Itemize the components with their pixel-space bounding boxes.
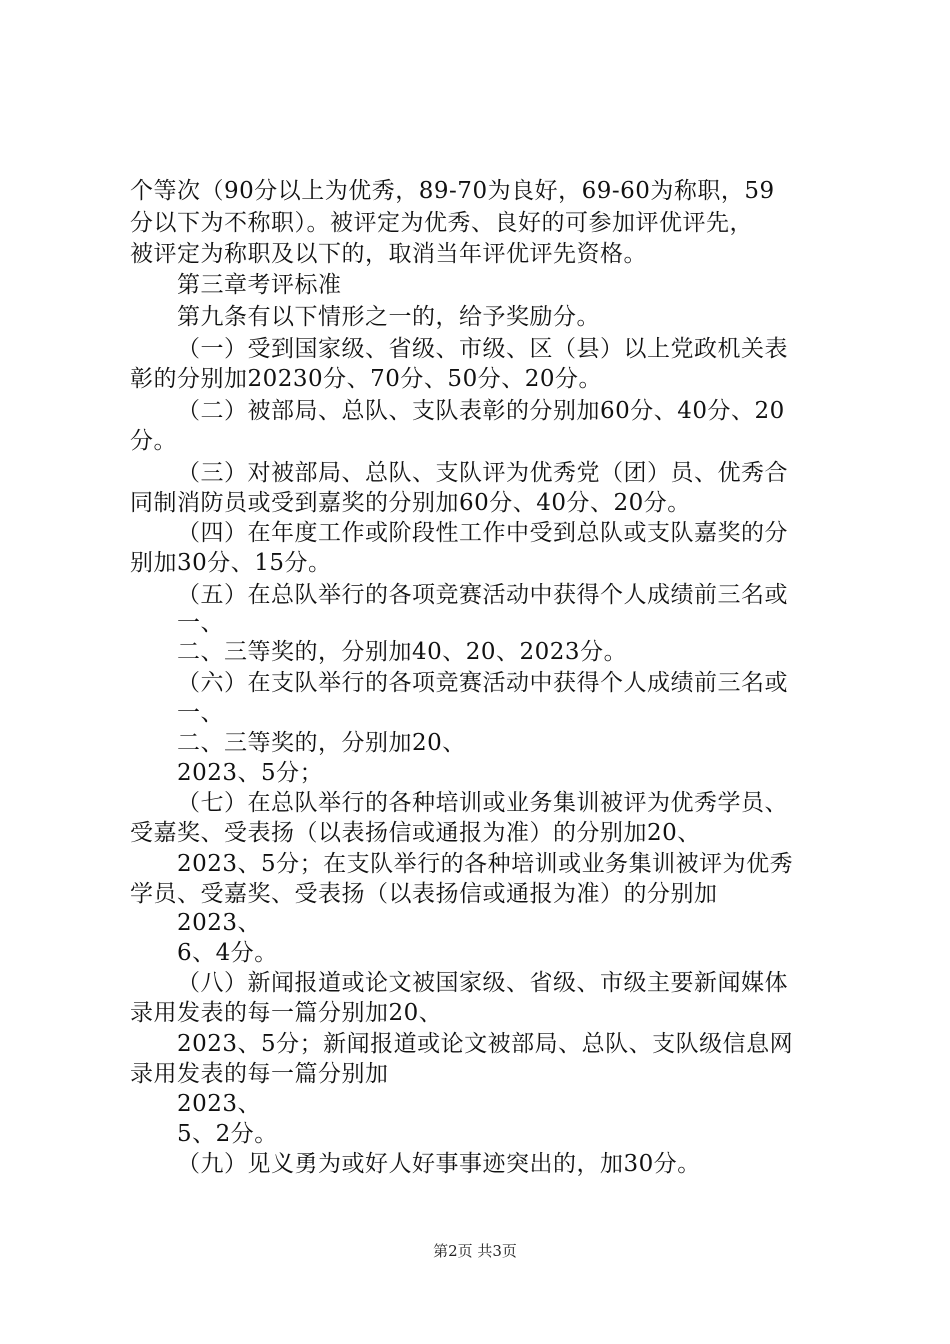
page-number-footer: 第2页 共3页 bbox=[433, 1242, 517, 1260]
text-line: 6、4分。 bbox=[177, 940, 278, 966]
text-line: 彰的分别加20230分、70分、50分、20分。 bbox=[130, 366, 602, 392]
text-line: （八）新闻报道或论文被国家级、省级、市级主要新闻媒体 bbox=[177, 970, 788, 996]
text-line: 2023、5分； bbox=[177, 760, 324, 786]
text-line: 录用发表的每一篇分别加20、 bbox=[130, 1000, 443, 1026]
text-line: （二）被部局、总队、支队表彰的分别加60分、40分、20 bbox=[177, 398, 785, 424]
text-line: （七）在总队举行的各种培训或业务集训被评为优秀学员、 bbox=[177, 790, 788, 816]
text-line: 同制消防员或受到嘉奖的分别加60分、40分、20分。 bbox=[130, 490, 691, 516]
text-line: 受嘉奖、受表扬（以表扬信或通报为准）的分别加20、 bbox=[130, 820, 701, 846]
text-line: 个等次（90分以上为优秀，89-70为良好，69-60为称职，59 bbox=[130, 178, 775, 204]
text-line: 5、2分。 bbox=[177, 1121, 278, 1147]
text-line: 分。 bbox=[130, 428, 177, 454]
text-line: （四）在年度工作或阶段性工作中受到总队或支队嘉奖的分 bbox=[177, 520, 788, 546]
text-line: 分以下为不称职）。被评定为优秀、良好的可参加评优评先， bbox=[130, 210, 753, 236]
text-line: 2023、5分；在支队举行的各种培训或业务集训被评为优秀 bbox=[177, 851, 794, 877]
text-line: 学员、受嘉奖、受表扬（以表扬信或通报为准）的分别加 bbox=[130, 881, 718, 907]
text-line: （九）见义勇为或好人好事事迹突出的，加30分。 bbox=[177, 1151, 701, 1177]
text-line: 2023、5分；新闻报道或论文被部局、总队、支队级信息网 bbox=[177, 1031, 794, 1057]
text-line: 二、三等奖的，分别加20、 bbox=[177, 730, 466, 756]
text-line: （一）受到国家级、省级、市级、区（县）以上党政机关表 bbox=[177, 336, 788, 362]
article-heading: 第九条有以下情形之一的，给予奖励分。 bbox=[177, 304, 600, 330]
text-line: 一、 bbox=[177, 700, 224, 726]
text-line: （三）对被部局、总队、支队评为优秀党（团）员、优秀合 bbox=[177, 460, 788, 486]
text-line: 录用发表的每一篇分别加 bbox=[130, 1061, 389, 1087]
text-line: 别加30分、15分。 bbox=[130, 550, 332, 576]
text-line: （六）在支队举行的各项竞赛活动中获得个人成绩前三名或 bbox=[177, 670, 788, 696]
text-line: 2023、 bbox=[177, 910, 262, 936]
text-line: 一、 bbox=[177, 610, 224, 636]
chapter-heading: 第三章考评标准 bbox=[177, 272, 342, 298]
text-line: （五）在总队举行的各项竞赛活动中获得个人成绩前三名或 bbox=[177, 582, 788, 608]
text-line: 二、三等奖的，分别加40、20、2023分。 bbox=[177, 639, 628, 665]
text-line: 2023、 bbox=[177, 1091, 262, 1117]
text-line: 被评定为称职及以下的，取消当年评优评先资格。 bbox=[130, 241, 647, 267]
